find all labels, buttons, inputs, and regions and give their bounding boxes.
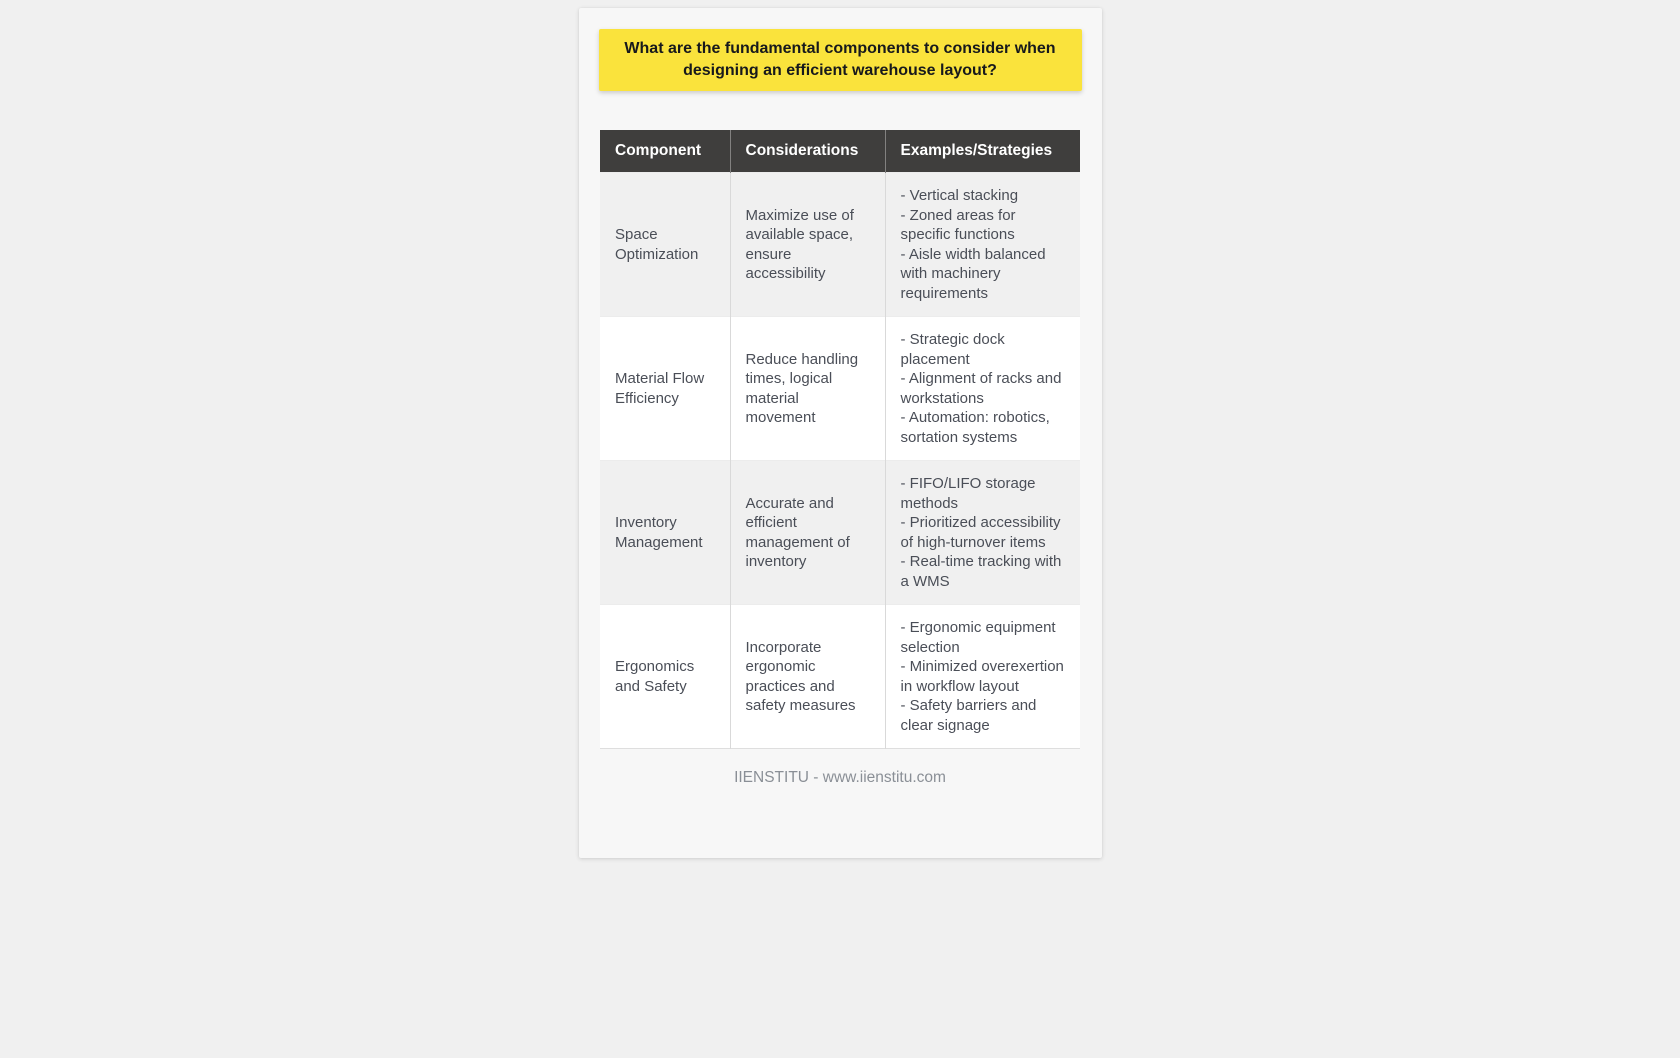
header-examples-strategies: Examples/Strategies xyxy=(885,130,1080,173)
table-header-row xyxy=(600,130,1080,173)
content-card xyxy=(579,8,1102,858)
strategies-cell xyxy=(885,605,1080,749)
strategy-item: - Minimized overexertion in workflow layout xyxy=(900,658,1064,695)
strategy-item: - Real-time tracking with a WMS xyxy=(900,553,1062,590)
strategy-item: - Alignment of racks and workstations xyxy=(900,370,1062,407)
table-container xyxy=(600,130,1080,749)
table-row xyxy=(600,317,1080,461)
considerations-cell: Accurate and efficient management of inventory xyxy=(730,461,885,605)
strategy-item: - Automation: robotics, sortation systems xyxy=(900,409,1050,446)
component-cell: Ergonomics and Safety xyxy=(600,605,730,749)
considerations-cell: Reduce handling times, logical material movement xyxy=(730,317,885,461)
strategy-item: - Ergonomic equipment selection xyxy=(900,619,1056,656)
table-row xyxy=(600,605,1080,749)
strategy-item: - Aisle width balanced with machinery requirements xyxy=(900,245,1046,302)
strategy-item: - Vertical stacking xyxy=(900,187,1019,204)
components-table xyxy=(600,130,1080,749)
question-banner xyxy=(599,29,1082,91)
component-cell: Space Optimization xyxy=(600,173,730,317)
component-cell: Material Flow Efficiency xyxy=(600,317,730,461)
strategies-cell xyxy=(885,173,1080,317)
table-row xyxy=(600,461,1080,605)
question-text: What are the fundamental components to consider when designing an efficient warehouse layout? xyxy=(624,40,1056,79)
strategy-item: - FIFO/LIFO storage methods xyxy=(900,475,1036,512)
strategy-item: - Strategic dock placement xyxy=(900,331,1005,368)
strategies-cell xyxy=(885,461,1080,605)
strategies-cell xyxy=(885,317,1080,461)
component-cell: Inventory Management xyxy=(600,461,730,605)
considerations-cell: Incorporate ergonomic practices and safety measures xyxy=(730,605,885,749)
header-considerations: Considerations xyxy=(730,130,885,173)
footer-attribution: IIENSTITU - www.iienstitu.com xyxy=(734,769,946,786)
strategy-item: - Zoned areas for specific functions xyxy=(900,206,1016,243)
header-component: Component xyxy=(600,130,730,173)
considerations-cell: Maximize use of available space, ensure accessibility xyxy=(730,173,885,317)
table-row xyxy=(600,173,1080,317)
strategy-item: - Safety barriers and clear signage xyxy=(900,697,1037,734)
strategy-item: - Prioritized accessibility of high-turnover items xyxy=(900,514,1061,551)
